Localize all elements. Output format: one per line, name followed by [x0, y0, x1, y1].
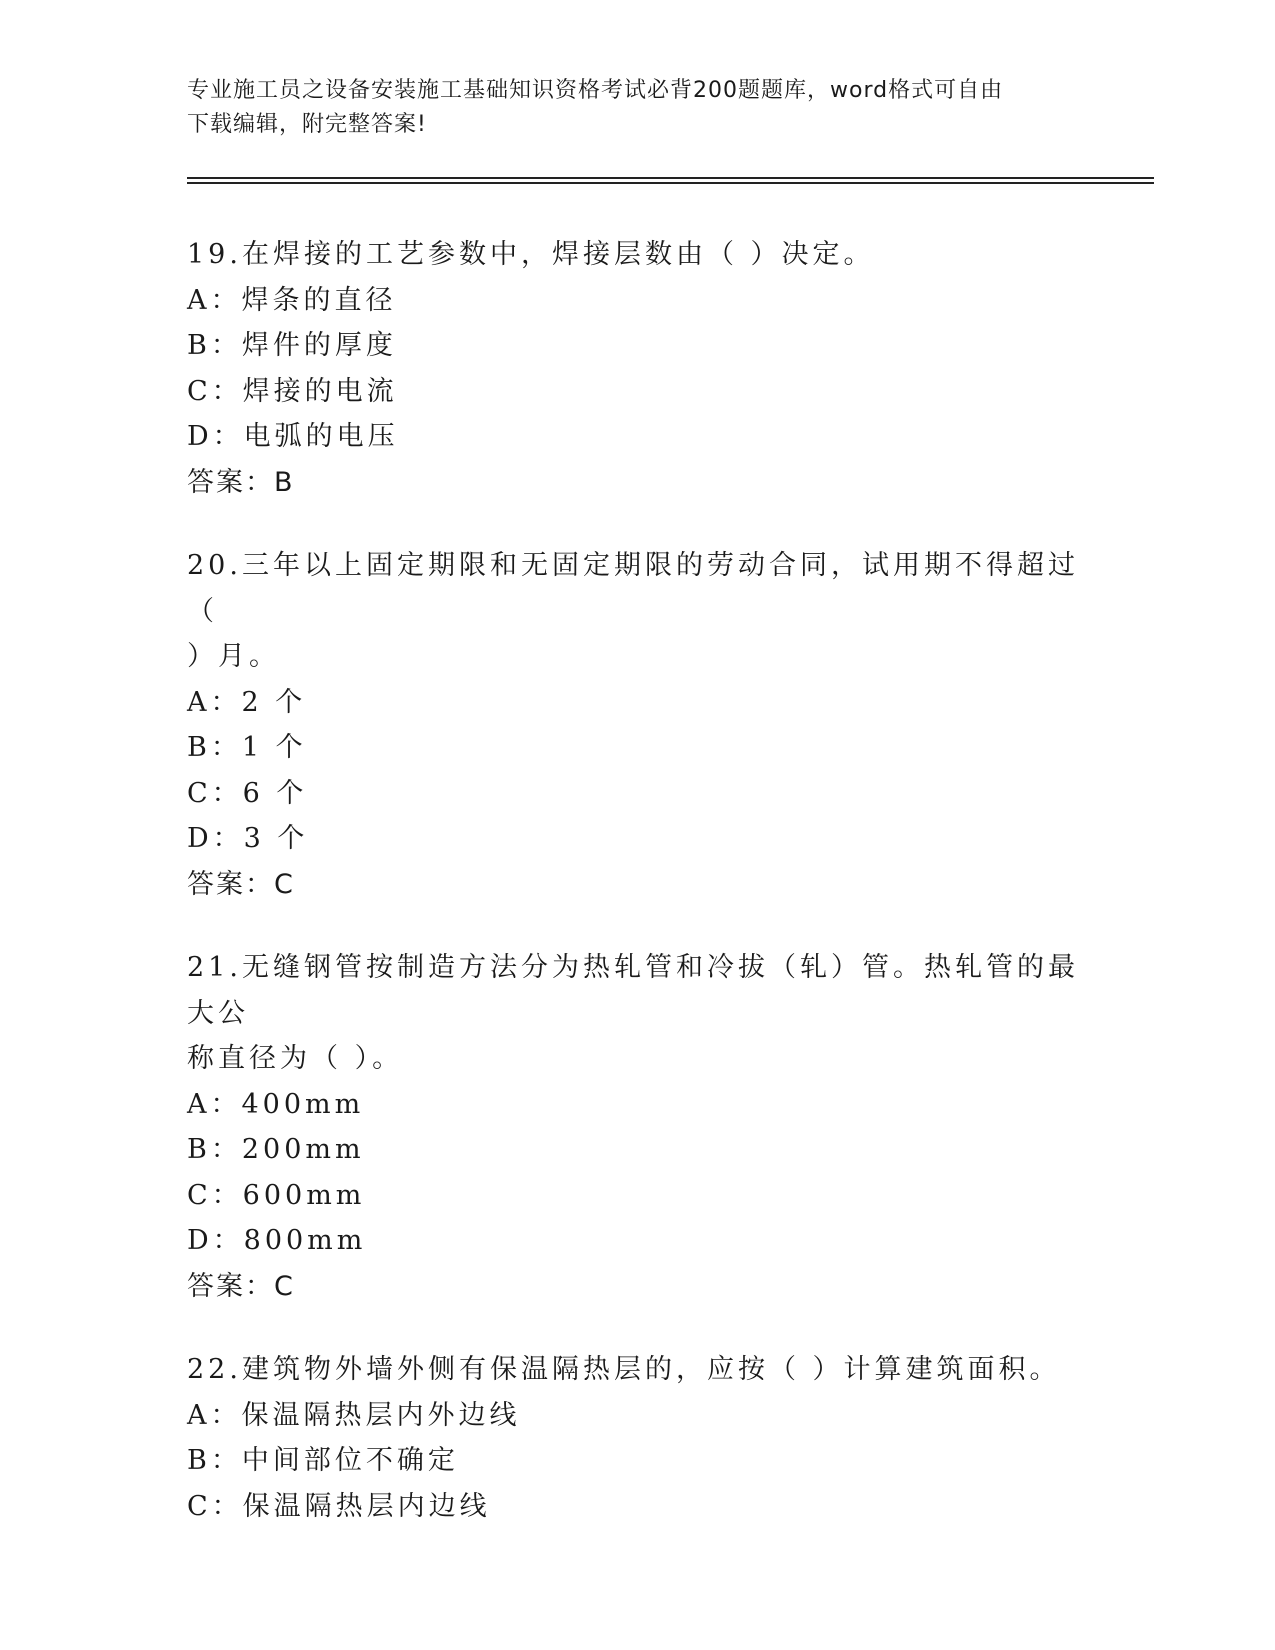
option-b: B：焊件的厚度 [187, 330, 397, 361]
option-d: D：3 个 [187, 823, 309, 854]
option-a: A：保温隔热层内外边线 [187, 1399, 521, 1431]
question-stem: 20.三年以上固定期限和无固定期限的劳动合同，试用期不得超过（ [187, 550, 1079, 627]
question-list [187, 232, 1087, 1567]
question-19 [187, 232, 1087, 505]
option-a: A：焊条的直径 [187, 284, 397, 316]
option-c: C：6 个 [187, 777, 308, 809]
option-b: B：200mm [187, 1134, 365, 1165]
option-c: C：保温隔热层内边线 [187, 1490, 491, 1522]
question-stem: 21.无缝钢管按制造方法分为热轧管和冷拔（轧）管。热轧管的最大公 [187, 952, 1079, 1029]
question-20 [187, 543, 1087, 907]
option-b: B：1 个 [187, 732, 307, 763]
option-a: A：2 个 [187, 686, 307, 718]
answer: 答案：C [187, 1270, 295, 1302]
question-22 [187, 1347, 1087, 1529]
header-divider-top [187, 177, 1154, 179]
option-c: C：焊接的电流 [187, 375, 398, 407]
question-stem: 22.建筑物外墙外侧有保温隔热层的，应按（ ）计算建筑面积。 [187, 1354, 1061, 1385]
header-line-2: 下载编辑，附完整答案! [187, 112, 427, 137]
option-d: D：800mm [187, 1225, 367, 1256]
header-line-1: 专业施工员之设备安装施工基础知识资格考试必背200题题库，word格式可自由 [187, 78, 1004, 103]
answer: 答案：B [187, 466, 295, 498]
document-header [187, 74, 1087, 142]
answer: 答案：C [187, 868, 295, 900]
option-c: C：600mm [187, 1179, 366, 1211]
question-21 [187, 945, 1087, 1309]
question-stem-continued: 称直径为（ ）。 [187, 1043, 404, 1074]
option-b: B：中间部位不确定 [187, 1445, 459, 1476]
header-divider-bottom [187, 182, 1154, 184]
question-stem: 19.在焊接的工艺参数中，焊接层数由（ ）决定。 [187, 239, 875, 270]
option-d: D：电弧的电压 [187, 421, 399, 452]
option-a: A：400mm [187, 1088, 365, 1120]
question-stem-continued: ）月。 [187, 641, 280, 672]
